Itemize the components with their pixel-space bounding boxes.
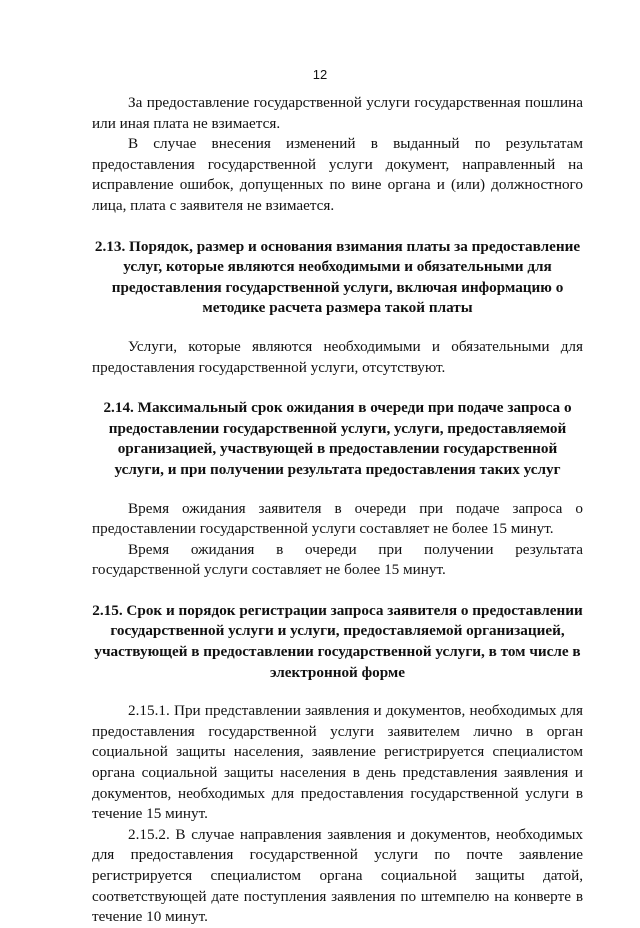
- paragraph-2-13-services: Услуги, которые являются необходимыми и обязательными для предоставления государственной услуги, отсутствуют.: [92, 337, 583, 376]
- paragraph-2-14-wait-receive: Время ожидания в очереди при получении результата государственной услуги составляет не более 15 минут.: [92, 540, 583, 579]
- paragraph-2-15-2: 2.15.2. В случае направления заявления и документов, необходимых для предоставления государственной услуги по почте заявление регистрируется специалистом органа социальной защиты датой, соответствующей дате поступления заявления по штемпелю на конверте в течение 10 минут.: [92, 825, 583, 926]
- section-heading-2-14: 2.14. Максимальный срок ожидания в очереди при подаче запроса о предоставлении государственной услуги, услуги, предоставляемой организацией, участвующей в предоставлении государственной услуги, и при получении результата предоставления таких услуг: [103, 399, 572, 478]
- section-heading-2-15: 2.15. Срок и порядок регистрации запроса заявителя о предоставлении государственной услуги и услуги, предоставляемой организацией, участвующей в предоставлении государственной услуги, в том числе в электронной форме: [92, 601, 583, 681]
- document-body: [92, 93, 583, 928]
- paragraph-corrections-no-fee: В случае внесения изменений в выданный по результатам предоставления государственной услуги документ, направленный на исправление ошибок, допущенных по вине органа и (или) должностного лица, плата с заявителя не взимается.: [92, 135, 583, 214]
- section-heading-2-13: 2.13. Порядок, размер и основания взимания платы за предоставление услуг, которые являются необходимыми и обязательными для предоставления государственной услуги, включая информацию о методике расчета размера такой платы: [94, 237, 581, 317]
- page-number: 12: [312, 67, 328, 82]
- paragraph-2-15-1: 2.15.1. При представлении заявления и документов, необходимых для предоставления государственной услуги заявителем лично в орган социальной защиты населения, заявление регистрируется специалистом органа социальной защиты населения в день представления заявления и документов, необходимых для предоставления государственной услуги в течение 15 минут.: [92, 702, 583, 823]
- paragraph-2-14-wait-submit: Время ожидания заявителя в очереди при подаче запроса о предоставлении государственной услуги составляет не более 15 минут.: [92, 499, 583, 538]
- paragraph-fee-not-charged: За предоставление государственной услуги государственная пошлина или иная плата не взимается.: [92, 94, 583, 132]
